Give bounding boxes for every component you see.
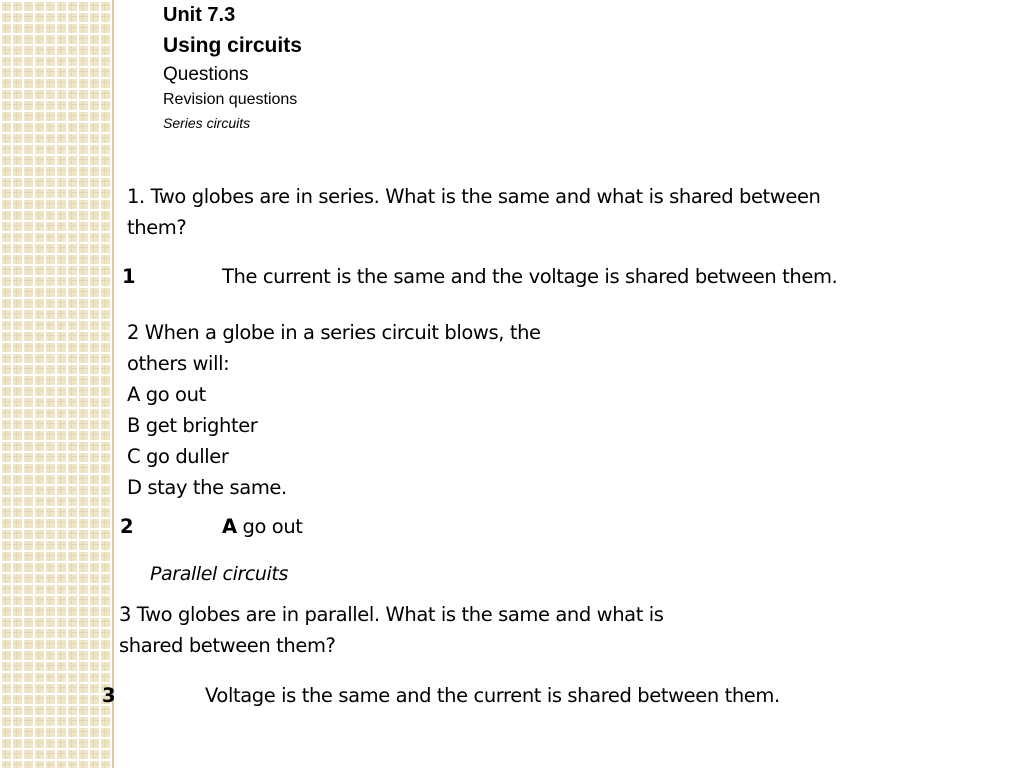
unit-label: Unit 7.3 [163, 4, 236, 26]
question-2-option: C go duller [127, 445, 229, 468]
answer-3-number: 3 [102, 684, 116, 707]
side-divider [112, 0, 114, 768]
section-label: Questions [163, 64, 249, 85]
subsection-label: Revision questions [163, 91, 298, 108]
question-1 [127, 181, 821, 243]
question-2-option: A go out [127, 383, 206, 406]
answer-3-text: Voltage is the same and the current is shared between them. [205, 684, 780, 707]
decorative-side-pattern [0, 0, 112, 768]
question-2-option: B get brighter [127, 414, 258, 437]
topic-label: Series circuits [163, 115, 251, 131]
answer-1-number: 1 [122, 265, 136, 288]
question-3-line: shared between them? [119, 634, 336, 657]
question-3-line: 3 Two globes are in parallel. What is the same and what is [119, 603, 664, 626]
answer-1-text: The current is the same and the voltage is shared between them. [222, 265, 838, 288]
parallel-heading: Parallel circuits [150, 563, 288, 585]
question-3 [119, 599, 664, 661]
question-2-line: others will: [127, 352, 230, 375]
question-1-line: 1. Two globes are in series. What is the same and what is shared between [127, 185, 821, 208]
question-2-option: D stay the same. [127, 476, 287, 499]
question-2-line: 2 When a globe in a series circuit blows, the [127, 321, 541, 344]
question-2 [127, 317, 541, 503]
answer-2-number: 2 [120, 515, 134, 538]
answer-2 [222, 511, 303, 542]
question-1-line: them? [127, 216, 187, 239]
answer-2-letter: A [222, 515, 237, 538]
page-title: Using circuits [163, 34, 302, 57]
answer-2-text: go out [236, 515, 303, 538]
